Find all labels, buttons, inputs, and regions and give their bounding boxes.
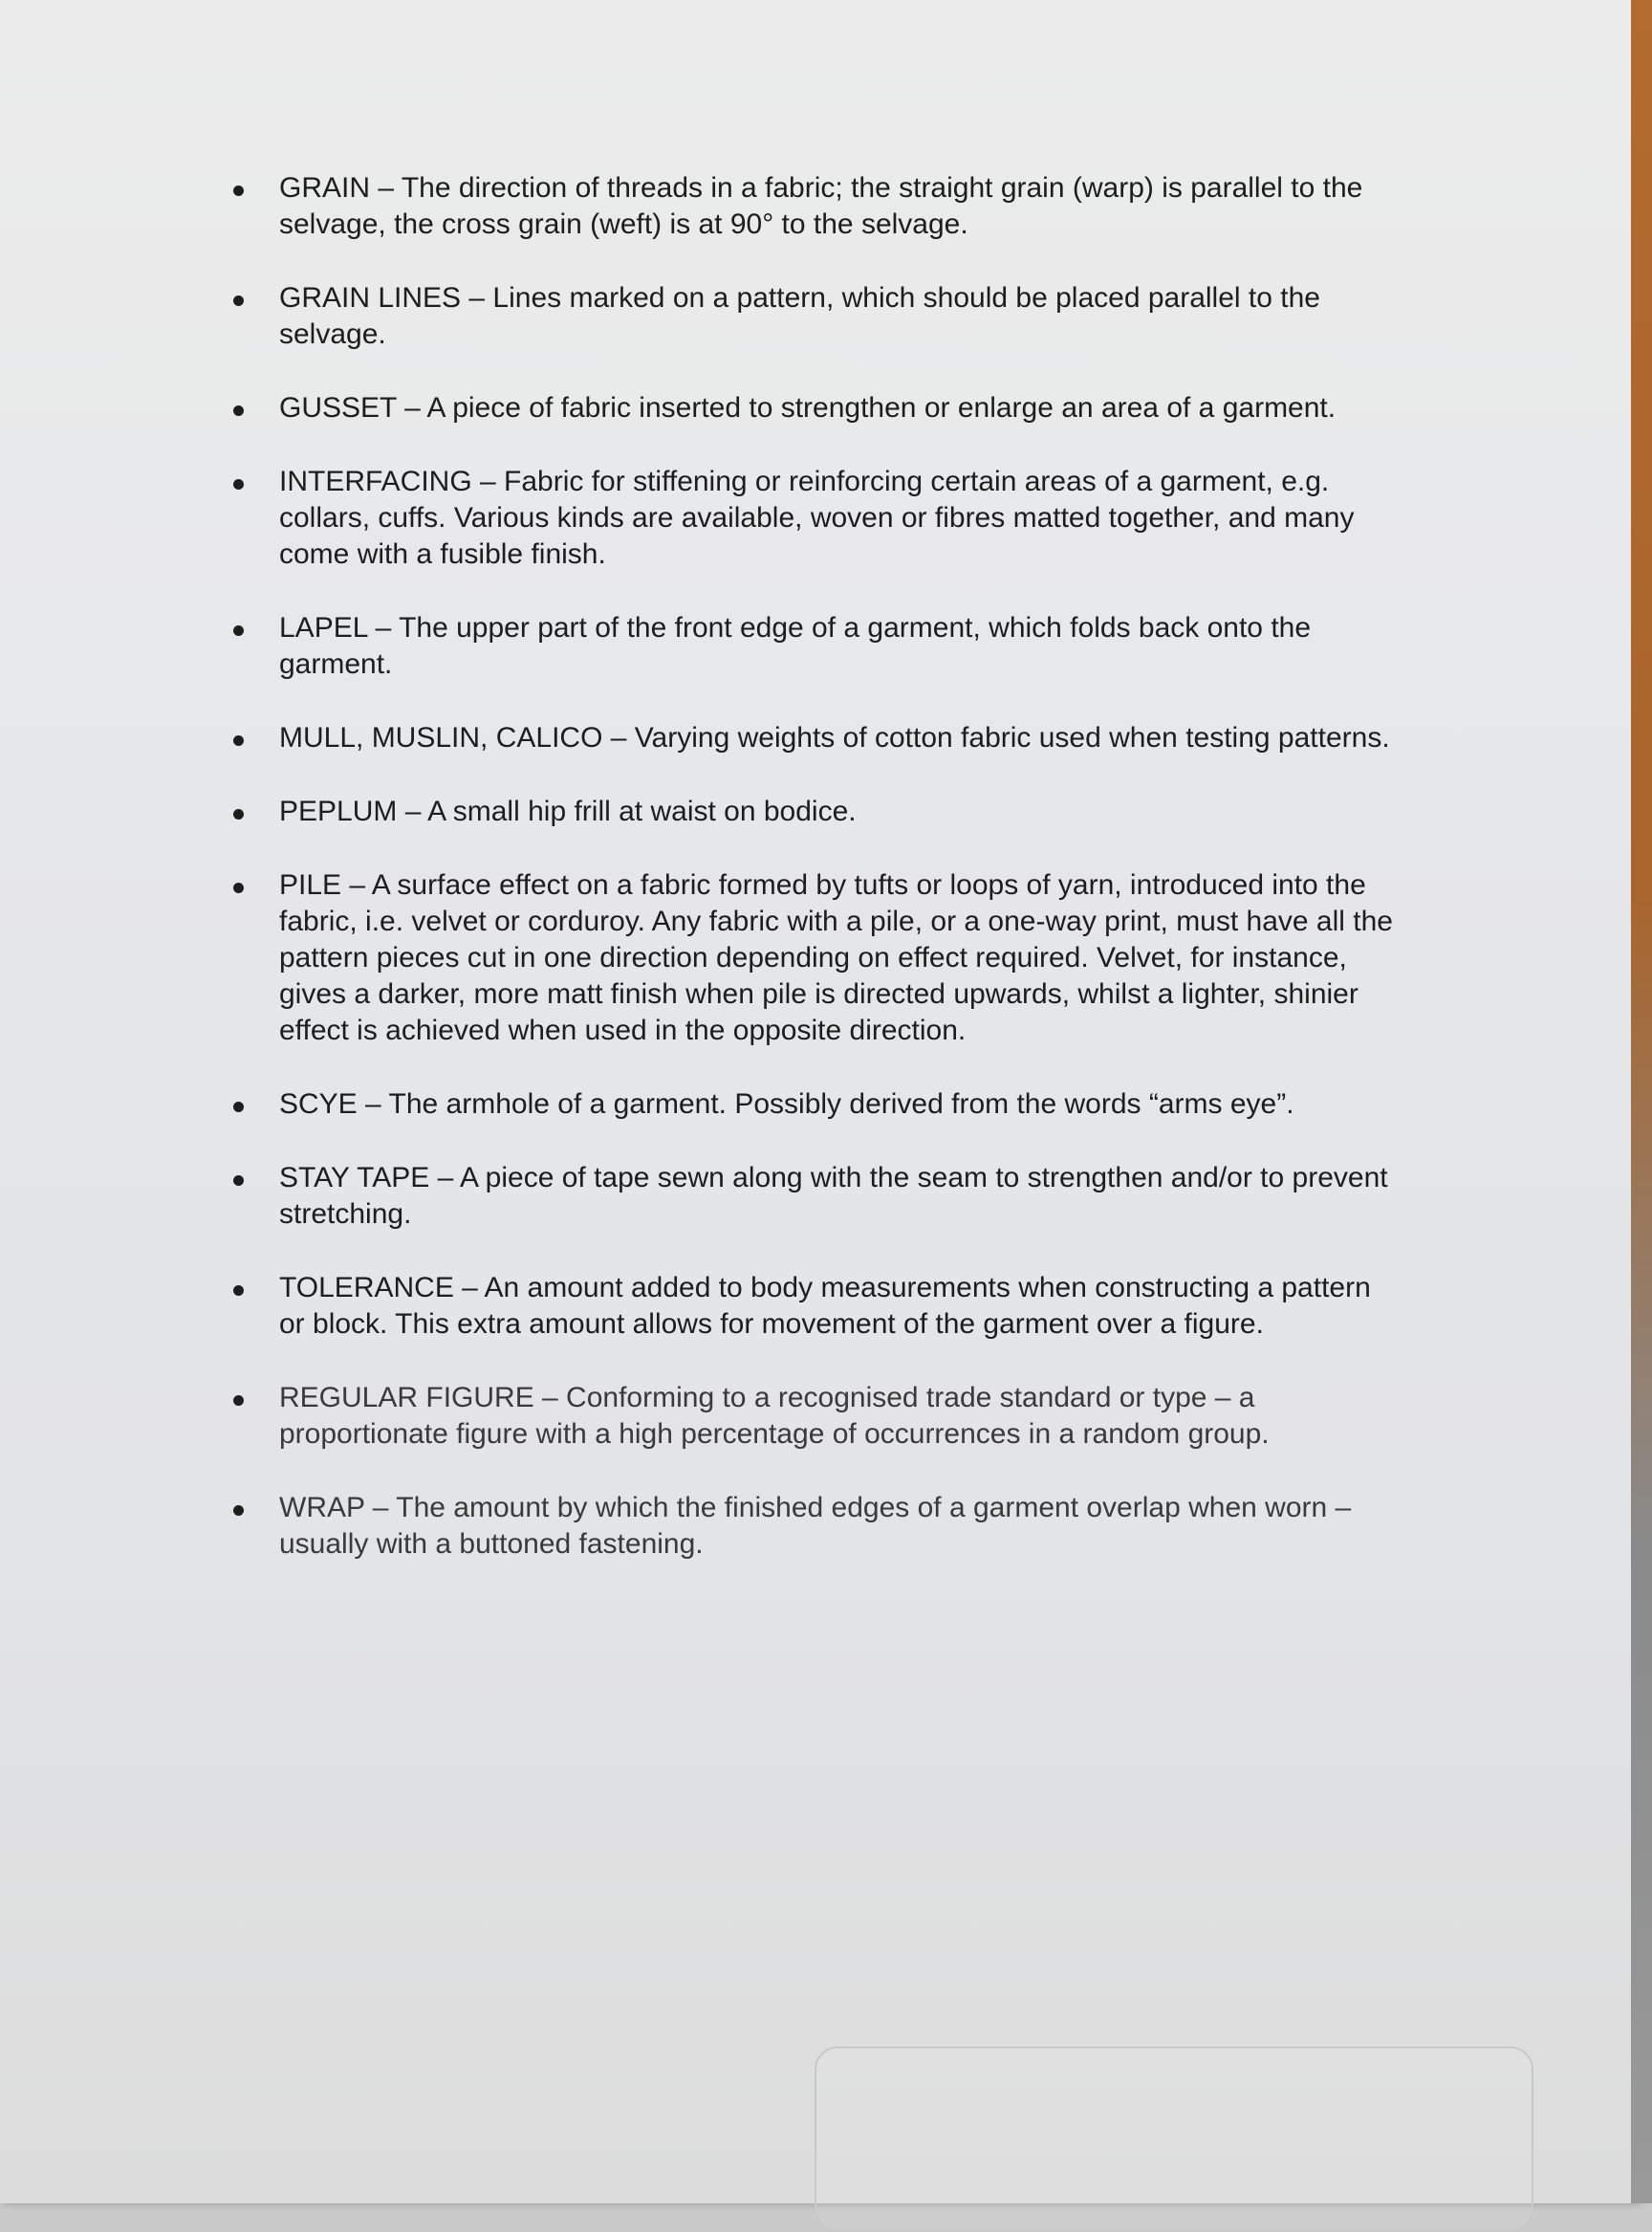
glossary-entry-text: PILE – A surface effect on a fabric formed by tufts or loops of yarn, introduced into the fabric, i.e. velvet or corduroy. Any fabric with a pile, or a one-way print, must have all the pattern pieces cut in one direction depending on effect required. Velvet, for instance, gives a darker, more matt finish when pile is directed upwards, whilst a lighter, shinier effect is achieved when used in the opposite direction. — [279, 869, 1393, 1046]
glossary-entry-pile — [220, 867, 1396, 1049]
glossary-entry-tolerance — [220, 1270, 1396, 1343]
glossary-entry-text: PEPLUM – A small hip frill at waist on bodice. — [279, 796, 857, 827]
blank-rounded-box — [815, 2046, 1533, 2232]
bullet-icon — [233, 1175, 244, 1186]
bullet-icon — [233, 295, 244, 306]
glossary-entry-text: GUSSET – A piece of fabric inserted to strengthen or enlarge an area of a garment. — [279, 392, 1337, 424]
glossary-entry-text: INTERFACING – Fabric for stiffening or reinforcing certain areas of a garment, e.g. collars, cuffs. Various kinds are available, woven or fibres matted together, and many come with a fusible finish. — [279, 466, 1355, 570]
glossary-entry-interfacing — [220, 464, 1396, 573]
glossary-entry-stay-tape — [220, 1160, 1396, 1233]
glossary-entry-text: LAPEL – The upper part of the front edge of a garment, which folds back onto the garment. — [279, 612, 1312, 680]
glossary-entry-text: WRAP – The amount by which the finished edges of a garment overlap when worn – usually with a buttoned fastening. — [279, 1492, 1352, 1560]
glossary-entry-peplum — [220, 794, 1396, 830]
glossary-entry-gusset — [220, 390, 1396, 427]
glossary-entry-text: MULL, MUSLIN, CALICO – Varying weights of cotton fabric used when testing patterns. — [279, 722, 1390, 754]
glossary-entry-text: TOLERANCE – An amount added to body measurements when constructing a pattern or block. This extra amount allows for movement of the garment over a figure. — [279, 1272, 1371, 1340]
bullet-icon — [233, 405, 244, 416]
glossary-entry-lapel — [220, 610, 1396, 683]
glossary-entry-mull-muslin-calico — [220, 720, 1396, 756]
bullet-icon — [233, 186, 244, 196]
bullet-icon — [233, 883, 244, 893]
page-edge-background — [1631, 0, 1652, 2203]
glossary-entry-text: GRAIN LINES – Lines marked on a pattern, which should be placed parallel to the selvage. — [279, 282, 1320, 350]
glossary-entry-grain-lines — [220, 280, 1396, 353]
bullet-icon — [233, 479, 244, 490]
glossary-entry-grain — [220, 170, 1396, 243]
glossary-entry-wrap — [220, 1490, 1396, 1563]
glossary-entry-text: STAY TAPE – A piece of tape sewn along with the seam to strengthen and/or to prevent stretching. — [279, 1162, 1388, 1230]
glossary-entry-text: SCYE – The armhole of a garment. Possibly derived from the words “arms eye”. — [279, 1088, 1294, 1120]
bullet-icon — [233, 1395, 244, 1406]
glossary-entry-text: GRAIN – The direction of threads in a fabric; the straight grain (warp) is parallel to the selvage, the cross grain (weft) is at 90° to the selvage. — [279, 172, 1363, 240]
glossary-list — [220, 170, 1396, 1600]
glossary-entry-scye — [220, 1086, 1396, 1123]
glossary-entry-text: REGULAR FIGURE – Conforming to a recognised trade standard or type – a proportionate figure with a high percentage of occurrences in a random group. — [279, 1382, 1270, 1450]
bullet-icon — [233, 1102, 244, 1112]
bullet-icon — [233, 809, 244, 820]
bullet-icon — [233, 625, 244, 636]
glossary-entry-regular-figure — [220, 1380, 1396, 1453]
bullet-icon — [233, 1285, 244, 1296]
bullet-icon — [233, 735, 244, 746]
bullet-icon — [233, 1505, 244, 1516]
